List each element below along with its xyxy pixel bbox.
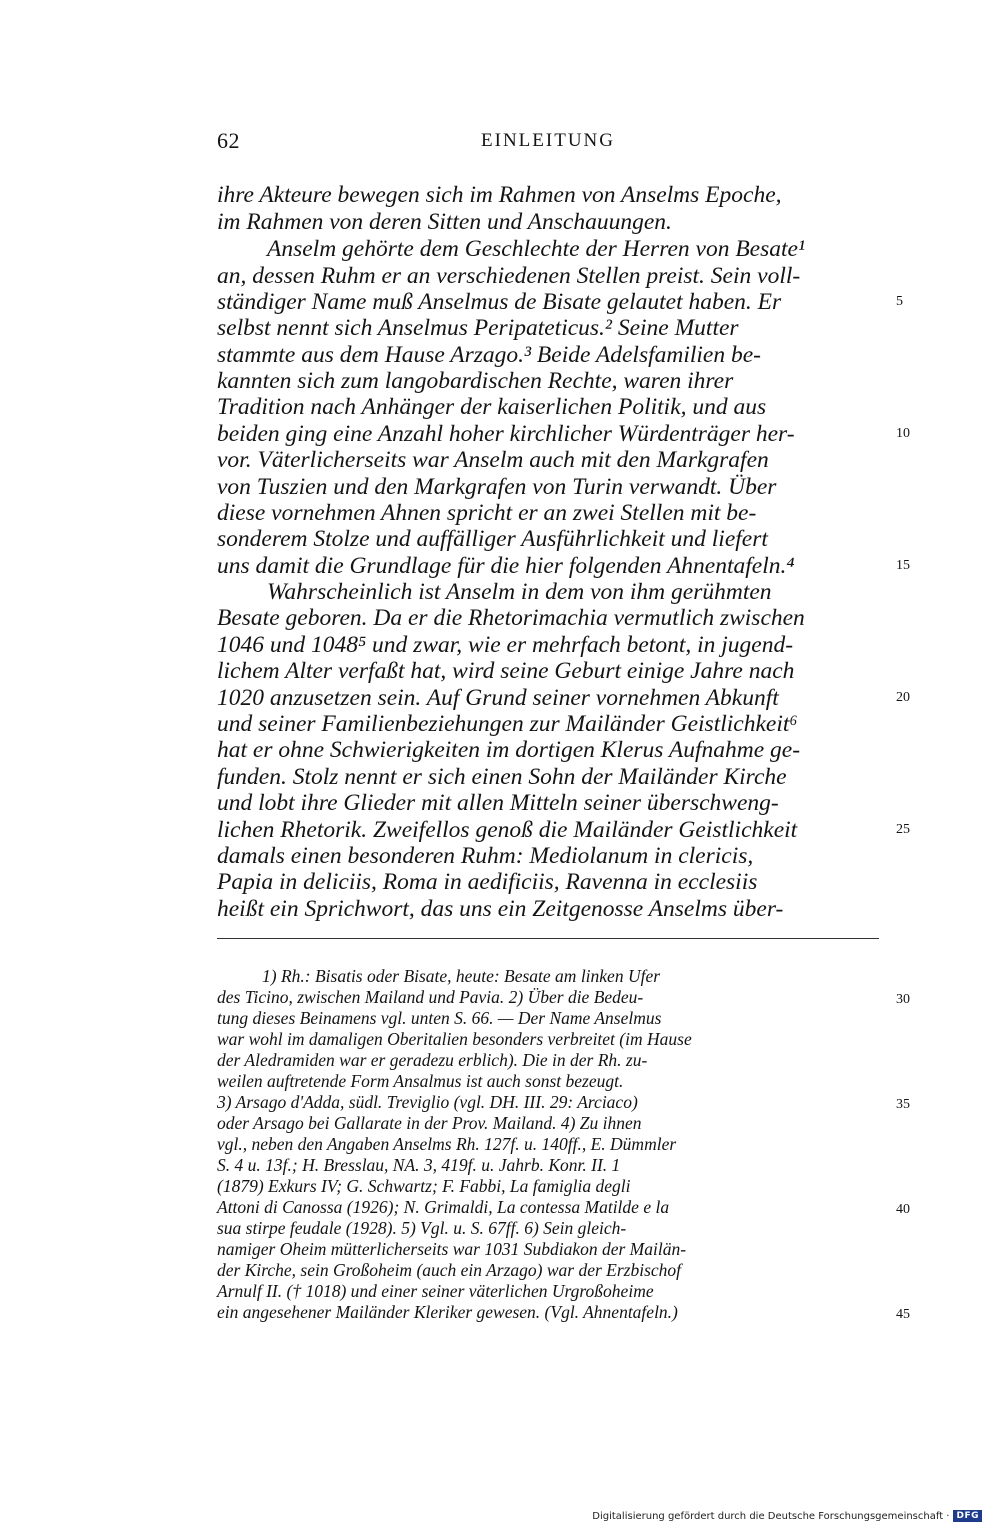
page-number: 62 [217,128,240,153]
footnote-line: der Aledramiden war er geradezu erblich). Die in der Rh. zu- [217,1050,648,1070]
body-line: damals einen besonderen Ruhm: Mediolanum in clericis, [217,843,754,869]
body-line: Besate geboren. Da er die Rhetorimachia vermutlich zwischen [217,605,805,631]
digitization-credit [592,1510,982,1522]
dfg-logo: DFG [953,1510,982,1522]
line-number: 25 [896,822,910,837]
footnote-line: tung dieses Beinamens vgl. unten S. 66. — Der Name Anselmus [217,1008,662,1028]
line-number: 35 [896,1097,910,1112]
line-number: 5 [896,294,903,309]
body-line: 1046 und 1048⁵ und zwar, wie er mehrfach betont, in jugend- [217,632,794,658]
body-line: hat er ohne Schwierigkeiten im dortigen Klerus Aufnahme ge- [217,737,801,763]
body-line: ihre Akteure bewegen sich im Rahmen von Anselms Epoche, [217,182,782,208]
body-line: Anselm gehörte dem Geschlechte der Herren von Besate¹ [267,236,806,262]
footnote-line: sua stirpe feudale (1928). 5) Vgl. u. S. 67ff. 6) Sein gleich- [217,1218,627,1238]
footnote-line: vgl., neben den Angaben Anselms Rh. 127f. u. 140ff., E. Dümmler [217,1134,677,1154]
body-line: und lobt ihre Glieder mit allen Mitteln seiner überschweng- [217,790,779,816]
body-line: Papia in deliciis, Roma in aedificiis, Ravenna in ecclesiis [217,869,758,895]
line-number: 40 [896,1202,910,1217]
footnote-line: S. 4 u. 13f.; H. Bresslau, NA. 3, 419f. u. Jahrb. Konr. II. 1 [217,1155,621,1175]
footnote-line: (1879) Exkurs IV; G. Schwartz; F. Fabbi, La famiglia degli [217,1176,631,1196]
body-line: im Rahmen von deren Sitten und Anschauungen. [217,209,672,235]
body-line: an, dessen Ruhm er an verschiedenen Stellen preist. Sein voll- [217,263,801,289]
line-number: 45 [896,1307,910,1322]
body-line: sonderem Stolze und auffälliger Ausführlichkeit und liefert [217,526,768,552]
body-line: 1020 anzusetzen sein. Auf Grund seiner vornehmen Abkunft [217,685,779,711]
body-line: vor. Väterlicherseits war Anselm auch mit den Markgrafen [217,447,769,473]
footnote-line: Attoni di Canossa (1926); N. Grimaldi, La contessa Matilde e la [217,1197,670,1217]
credit-text: Digitalisierung gefördert durch die Deutsche Forschungsgemeinschaft · [592,1510,950,1522]
line-number: 15 [896,558,910,573]
footnote-line: Arnulf II. († 1018) und einer seiner väterlichen Urgroßoheime [217,1281,654,1301]
body-line: Tradition nach Anhänger der kaiserlichen Politik, und aus [217,394,767,420]
body-line: kannten sich zum langobardischen Rechte, waren ihrer [217,368,734,394]
body-line: uns damit die Grundlage für die hier folgenden Ahnentafeln.⁴ [217,553,795,579]
line-number: 30 [896,992,910,1007]
footnote-line: war wohl im damaligen Oberitalien besonders verbreitet (im Hause [217,1029,692,1049]
body-line: ständiger Name muß Anselmus de Bisate gelautet haben. Er [217,289,782,315]
body-line: heißt ein Sprichwort, das uns ein Zeitgenosse Anselms über- [217,896,784,922]
footnote-line: namiger Oheim mütterlicherseits war 1031 Subdiakon der Mailän- [217,1239,687,1259]
footnote-separator [217,938,879,939]
body-line: stammte aus dem Hause Arzago.³ Beide Adelsfamilien be- [217,342,761,368]
footnote-line: des Ticino, zwischen Mailand und Pavia. 2) Über die Bedeu- [217,987,644,1007]
line-number: 20 [896,690,910,705]
running-title: EINLEITUNG [481,130,615,151]
line-number: 10 [896,426,910,441]
footnote-line: 1) Rh.: Bisatis oder Bisate, heute: Besate am linken Ufer [262,966,661,986]
footnote-line: ein angesehener Mailänder Kleriker gewesen. (Vgl. Ahnentafeln.) [217,1302,678,1322]
body-line: und seiner Familienbeziehungen zur Mailänder Geistlichkeit⁶ [217,711,798,737]
footnote-line: oder Arsago bei Gallarate in der Prov. Mailand. 4) Zu ihnen [217,1113,642,1133]
body-line: diese vornehmen Ahnen spricht er an zwei Stellen mit be- [217,500,757,526]
body-line: von Tuszien und den Markgrafen von Turin verwandt. Über [217,474,777,500]
body-line: beiden ging eine Anzahl hoher kirchlicher Würdenträger her- [217,421,795,447]
footnote-line: der Kirche, sein Großoheim (auch ein Arzago) war der Erzbischof [217,1260,682,1280]
body-line: lichen Rhetorik. Zweifellos genoß die Mailänder Geistlichkeit [217,817,798,843]
body-line: Wahrscheinlich ist Anselm in dem von ihm gerühmten [267,579,772,605]
body-line: lichem Alter verfaßt hat, wird seine Geburt einige Jahre nach [217,658,795,684]
body-line: funden. Stolz nennt er sich einen Sohn der Mailänder Kirche [217,764,787,790]
footnote-line: weilen auftretende Form Ansalmus ist auch sonst bezeugt. [217,1071,624,1091]
footnote-line: 3) Arsago d'Adda, südl. Treviglio (vgl. DH. III. 29: Arciaco) [217,1092,638,1112]
body-line: selbst nennt sich Anselmus Peripateticus.² Seine Mutter [217,315,739,341]
